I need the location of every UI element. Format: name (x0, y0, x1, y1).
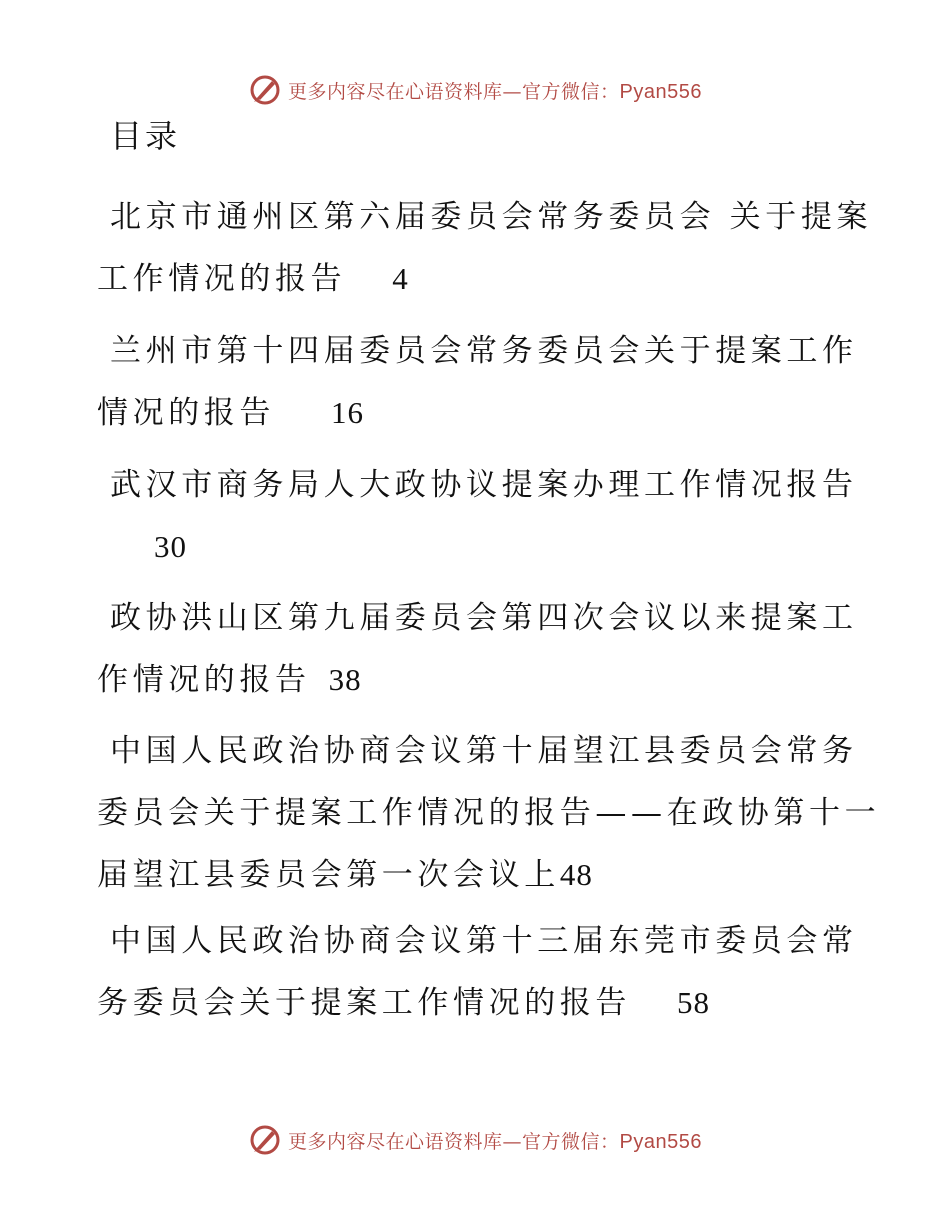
toc-entry-title-line: 北京市通州区第六届委员会常务委员会 关于提案 (110, 199, 873, 235)
quill-pen-logo-icon (248, 1123, 282, 1157)
toc-entry-title-line: 武汉市商务局人大政协议提案办理工作情况报告 (110, 467, 858, 503)
toc-entry-title-line: 务委员会关于提案工作情况的报告 58 (97, 985, 710, 1021)
toc-page-number: 16 (331, 395, 364, 430)
toc-entry (97, 320, 857, 444)
watermark-text: 更多内容尽在心语资料库—官方微信：Pyan556 (288, 80, 702, 103)
toc-entry-title-line: 政协洪山区第九届委员会第四次会议以来提案工 (110, 600, 858, 636)
toc-entry (97, 910, 857, 1034)
footer-watermark (0, 1120, 950, 1160)
toc-entry-title-line: 中国人民政治协商会议第十三届东莞市委员会常 (110, 923, 858, 959)
toc-entry (97, 186, 873, 310)
toc-entry (97, 454, 857, 578)
toc-page-number: 38 (328, 662, 362, 697)
toc-page-number: 4 (392, 261, 409, 296)
toc-title: 目录 (110, 117, 181, 155)
watermark-text: 更多内容尽在心语资料库—官方微信：Pyan556 (288, 1130, 702, 1153)
toc-page-number: 58 (677, 985, 710, 1020)
quill-pen-logo-icon (248, 73, 282, 107)
toc-entry-title-line: 工作情况的报告 4 (97, 261, 409, 297)
toc-entry-title-line: 作情况的报告 38 (97, 662, 362, 698)
toc-entry-title-line: 兰州市第十四届委员会常务委员会关于提案工作 (110, 333, 858, 369)
toc-entry-title-line: 届望江县委员会第一次会议上48 (97, 857, 593, 893)
toc-entry-title-line: 情况的报告 16 (97, 395, 364, 431)
toc-entry-title-line: 委员会关于提案工作情况的报告——在政协第十一 (97, 795, 881, 831)
toc-entry-title-line (97, 516, 857, 578)
toc-page-number: 30 (154, 529, 187, 564)
toc-entry (97, 720, 881, 906)
toc-page-number: 48 (559, 857, 593, 892)
header-watermark (0, 70, 950, 110)
toc-entry-title-line: 中国人民政治协商会议第十届望江县委员会常务 (110, 733, 858, 769)
toc-entry (97, 587, 857, 711)
